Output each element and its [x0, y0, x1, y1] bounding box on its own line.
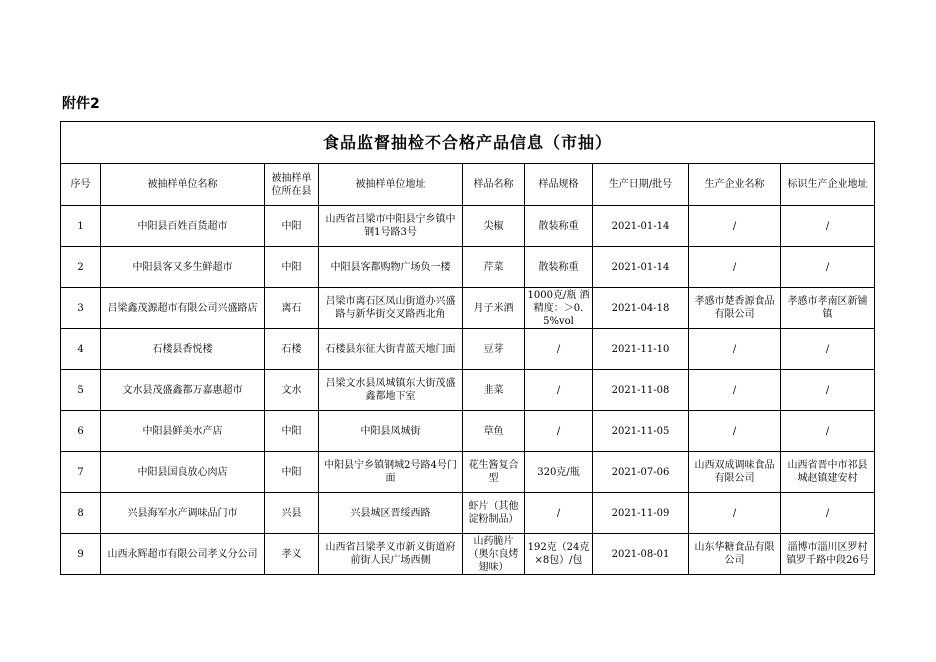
cell-unit-name: 中阳县客又多生鲜超市 — [101, 247, 265, 288]
cell-sample-spec: / — [525, 370, 593, 411]
cell-unit-address: 兴县城区晋绥西路 — [319, 493, 463, 534]
cell-manufacturer-address: / — [781, 370, 875, 411]
cell-county: 中阳 — [265, 411, 319, 452]
cell-sample-spec: 320克/瓶 — [525, 452, 593, 493]
column-header-county: 被抽样单位所在县 — [265, 164, 319, 206]
cell-unit-name: 石楼县香悦楼 — [101, 329, 265, 370]
column-header-manufacturer-address: 标识生产企业地址 — [781, 164, 875, 206]
cell-sample-name: 虾片（其他淀粉制品） — [463, 493, 525, 534]
cell-production-date: 2021-08-01 — [593, 534, 689, 575]
column-header-manufacturer: 生产企业名称 — [689, 164, 781, 206]
cell-index: 7 — [61, 452, 101, 493]
cell-unit-name: 中阳县百姓百货超市 — [101, 206, 265, 247]
cell-manufacturer-address: / — [781, 329, 875, 370]
cell-county: 孝义 — [265, 534, 319, 575]
cell-sample-spec: / — [525, 329, 593, 370]
cell-manufacturer-address: / — [781, 411, 875, 452]
cell-index: 8 — [61, 493, 101, 534]
column-header-sample-name: 样品名称 — [463, 164, 525, 206]
cell-county: 文水 — [265, 370, 319, 411]
cell-index: 2 — [61, 247, 101, 288]
cell-index: 1 — [61, 206, 101, 247]
cell-index: 3 — [61, 288, 101, 329]
cell-unit-name: 吕梁鑫茂源超市有限公司兴盛路店 — [101, 288, 265, 329]
cell-sample-name: 花生酱复合型 — [463, 452, 525, 493]
cell-manufacturer-address: 淄博市淄川区罗村镇罗千路中段26号 — [781, 534, 875, 575]
cell-county: 石楼 — [265, 329, 319, 370]
unqualified-products-table — [60, 121, 875, 575]
cell-sample-spec: 散装称重 — [525, 247, 593, 288]
cell-manufacturer: 山西双成调味食品有限公司 — [689, 452, 781, 493]
cell-unit-address: 山西省吕梁孝义市新义街道府前街人民广场西侧 — [319, 534, 463, 575]
cell-sample-name: 芹菜 — [463, 247, 525, 288]
cell-manufacturer-address: / — [781, 493, 875, 534]
table-title: 食品监督抽检不合格产品信息（市抽） — [61, 122, 875, 164]
cell-sample-spec: 192克（24克×8包）/包 — [525, 534, 593, 575]
cell-unit-name: 中阳县鲜美水产店 — [101, 411, 265, 452]
cell-county: 兴县 — [265, 493, 319, 534]
table-row — [61, 411, 875, 452]
column-header-production-date: 生产日期/批号 — [593, 164, 689, 206]
table-row — [61, 370, 875, 411]
cell-unit-address: 吕梁市离石区凤山街道办兴盛路与新华街交叉路西北角 — [319, 288, 463, 329]
header-row — [61, 164, 875, 206]
table-row — [61, 452, 875, 493]
cell-county: 中阳 — [265, 452, 319, 493]
table-row — [61, 288, 875, 329]
cell-production-date: 2021-04-18 — [593, 288, 689, 329]
cell-index: 9 — [61, 534, 101, 575]
cell-manufacturer-address: / — [781, 206, 875, 247]
cell-manufacturer: / — [689, 206, 781, 247]
cell-sample-name: 韭菜 — [463, 370, 525, 411]
cell-unit-address: 中阳县宁乡镇钢城2号路4号门面 — [319, 452, 463, 493]
attachment-label: 附件2 — [62, 96, 100, 112]
cell-county: 中阳 — [265, 247, 319, 288]
cell-production-date: 2021-11-08 — [593, 370, 689, 411]
cell-production-date: 2021-07-06 — [593, 452, 689, 493]
cell-manufacturer: / — [689, 411, 781, 452]
column-header-index: 序号 — [61, 164, 101, 206]
cell-manufacturer: / — [689, 493, 781, 534]
cell-unit-address: 中阳县客都购物广场负一楼 — [319, 247, 463, 288]
cell-sample-name: 月子米酒 — [463, 288, 525, 329]
cell-sample-name: 豆芽 — [463, 329, 525, 370]
cell-manufacturer-address: 孝感市孝南区新铺镇 — [781, 288, 875, 329]
cell-production-date: 2021-11-09 — [593, 493, 689, 534]
cell-sample-spec: 1000克/瓶 酒精度：＞0.5%vol — [525, 288, 593, 329]
cell-manufacturer: 孝感市楚香源食品有限公司 — [689, 288, 781, 329]
cell-unit-address: 石楼县东征大街青蓝天地门面 — [319, 329, 463, 370]
cell-index: 5 — [61, 370, 101, 411]
cell-sample-name: 山药脆片（奥尔良烤翅味） — [463, 534, 525, 575]
cell-manufacturer: / — [689, 370, 781, 411]
cell-sample-spec: / — [525, 411, 593, 452]
cell-sample-name: 草鱼 — [463, 411, 525, 452]
cell-production-date: 2021-11-05 — [593, 411, 689, 452]
cell-production-date: 2021-11-10 — [593, 329, 689, 370]
cell-manufacturer: / — [689, 329, 781, 370]
column-header-unit-name: 被抽样单位名称 — [101, 164, 265, 206]
cell-sample-spec: / — [525, 493, 593, 534]
cell-unit-name: 兴县海军水产调味品门市 — [101, 493, 265, 534]
cell-sample-spec: 散装称重 — [525, 206, 593, 247]
column-header-unit-address: 被抽样单位地址 — [319, 164, 463, 206]
cell-unit-name: 文水县茂盛鑫都万嘉惠超市 — [101, 370, 265, 411]
cell-manufacturer-address: 山西省晋中市祁县城赵镇建安村 — [781, 452, 875, 493]
cell-production-date: 2021-01-14 — [593, 206, 689, 247]
cell-unit-address: 山西省吕梁市中阳县宁乡镇中钢1号路3号 — [319, 206, 463, 247]
cell-index: 4 — [61, 329, 101, 370]
table-row — [61, 247, 875, 288]
cell-county: 离石 — [265, 288, 319, 329]
cell-manufacturer: / — [689, 247, 781, 288]
cell-unit-name: 山西永辉超市有限公司孝义分公司 — [101, 534, 265, 575]
cell-unit-address: 吕梁文水县凤城镇东大街茂盛鑫都地下室 — [319, 370, 463, 411]
cell-manufacturer-address: / — [781, 247, 875, 288]
cell-unit-name: 中阳县国良放心肉店 — [101, 452, 265, 493]
column-header-sample-spec: 样品规格 — [525, 164, 593, 206]
table-row — [61, 329, 875, 370]
table-row — [61, 493, 875, 534]
cell-manufacturer: 山东华糖食品有限公司 — [689, 534, 781, 575]
table-row — [61, 534, 875, 575]
table-row — [61, 206, 875, 247]
cell-sample-name: 尖椒 — [463, 206, 525, 247]
cell-production-date: 2021-01-14 — [593, 247, 689, 288]
cell-index: 6 — [61, 411, 101, 452]
cell-county: 中阳 — [265, 206, 319, 247]
cell-unit-address: 中阳县凤城街 — [319, 411, 463, 452]
